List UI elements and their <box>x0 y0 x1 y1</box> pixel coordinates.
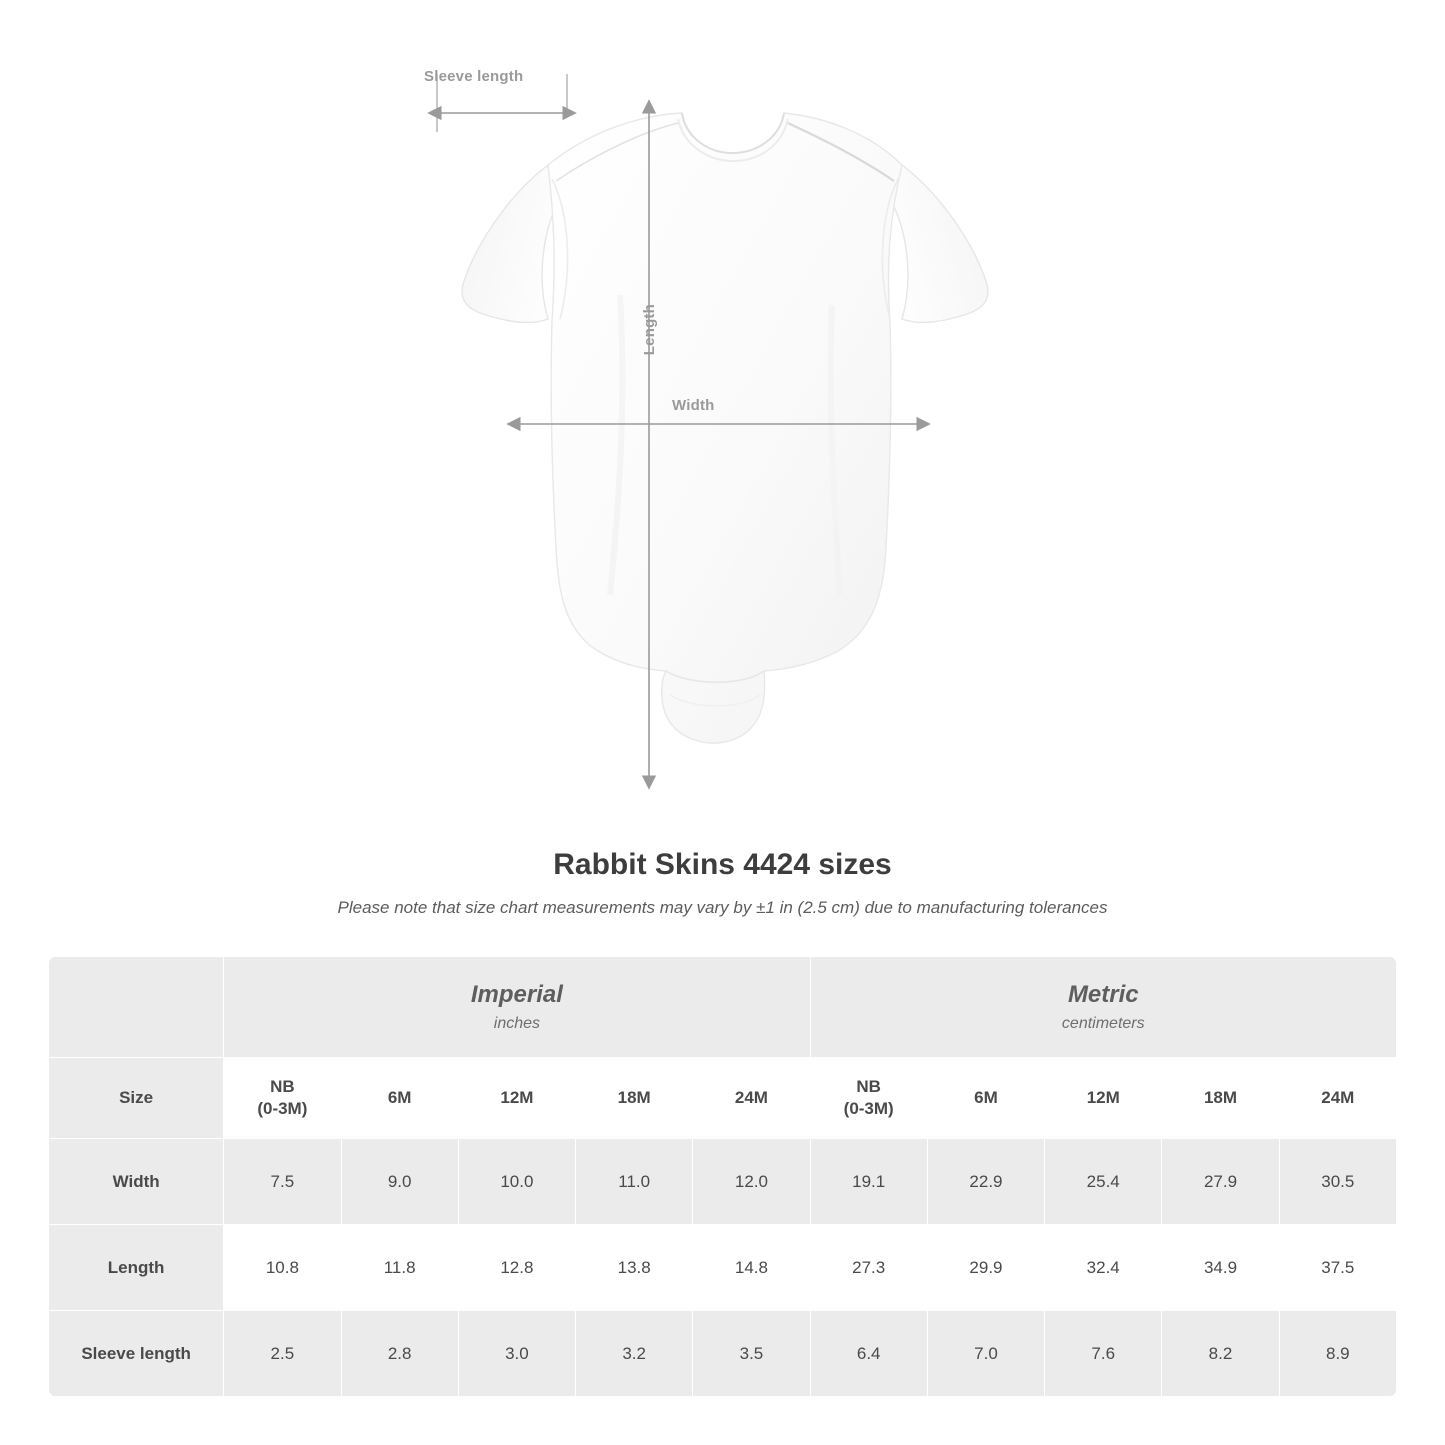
unit-group-imperial-name: Imperial <box>470 980 563 1008</box>
cell-length-metric-18m: 34.9 <box>1162 1225 1279 1311</box>
table-row <box>49 1225 1397 1311</box>
cell-width-metric-6m: 22.9 <box>927 1139 1044 1225</box>
table-row <box>49 1311 1397 1397</box>
cell-sleeve-imperial-6m: 2.8 <box>341 1311 458 1397</box>
cell-sleeve-imperial-12m: 3.0 <box>458 1311 575 1397</box>
cell-width-imperial-6m: 9.0 <box>341 1139 458 1225</box>
unit-group-metric-name: Metric <box>1067 980 1139 1008</box>
cell-width-imperial-12m: 10.0 <box>458 1139 575 1225</box>
size-header-row <box>49 1058 1397 1139</box>
unit-header-row <box>49 957 1397 1058</box>
page-title: Rabbit Skins 4424 sizes <box>553 848 892 881</box>
label-width: Width <box>672 397 715 414</box>
header-col-metric-24m: 24M <box>1279 1058 1396 1139</box>
unit-corner-cell <box>49 957 224 1058</box>
header-col-imperial-24m: 24M <box>693 1058 810 1139</box>
cell-sleeve-metric-18m: 8.2 <box>1162 1311 1279 1397</box>
header-col-imperial-nb-sub: (0-3M) <box>257 1099 308 1118</box>
cell-sleeve-imperial-nb: 2.5 <box>224 1311 341 1397</box>
cell-length-imperial-6m: 11.8 <box>341 1225 458 1311</box>
cell-sleeve-metric-24m: 8.9 <box>1279 1311 1396 1397</box>
cell-width-metric-12m: 25.4 <box>1045 1139 1162 1225</box>
cell-sleeve-metric-6m: 7.0 <box>927 1311 1044 1397</box>
cell-length-imperial-12m: 12.8 <box>458 1225 575 1311</box>
tolerance-note: Please note that size chart measurements may vary by ±1 in (2.5 cm) due to manufacturing tolerances <box>337 898 1108 917</box>
header-col-metric-6m: 6M <box>927 1058 1044 1139</box>
cell-width-metric-24m: 30.5 <box>1279 1139 1396 1225</box>
cell-length-imperial-24m: 14.8 <box>693 1225 810 1311</box>
header-col-imperial-nb-label: NB <box>270 1076 295 1096</box>
header-col-metric-nb <box>810 1058 927 1139</box>
label-length: Length <box>641 304 658 356</box>
table-row <box>49 1139 1397 1225</box>
header-col-imperial-6m: 6M <box>341 1058 458 1139</box>
unit-group-imperial <box>224 957 810 1058</box>
cell-length-metric-6m: 29.9 <box>927 1225 1044 1311</box>
cell-width-metric-nb: 19.1 <box>810 1139 927 1225</box>
unit-group-imperial-sub: inches <box>493 1015 541 1033</box>
cell-length-imperial-18m: 13.8 <box>576 1225 693 1311</box>
header-size-label: Size <box>49 1058 224 1139</box>
header-col-metric-nb-label: NB <box>856 1076 881 1096</box>
size-table-wrapper <box>48 956 1397 1397</box>
header-col-metric-18m: 18M <box>1162 1058 1279 1139</box>
cell-length-metric-12m: 32.4 <box>1045 1225 1162 1311</box>
row-label-length: Length <box>49 1225 224 1311</box>
unit-group-metric-sub: centimeters <box>1061 1015 1145 1033</box>
cell-width-imperial-18m: 11.0 <box>576 1139 693 1225</box>
bodysuit-graphic <box>420 95 1030 795</box>
header-col-metric-nb-sub: (0-3M) <box>843 1099 894 1118</box>
cell-sleeve-metric-12m: 7.6 <box>1045 1311 1162 1397</box>
cell-length-imperial-nb: 10.8 <box>224 1225 341 1311</box>
cell-width-metric-18m: 27.9 <box>1162 1139 1279 1225</box>
cell-width-imperial-nb: 7.5 <box>224 1139 341 1225</box>
header-col-imperial-18m: 18M <box>576 1058 693 1139</box>
label-sleeve-length: Sleeve length <box>424 68 524 85</box>
chart-heading <box>0 848 1445 918</box>
row-label-width: Width <box>49 1139 224 1225</box>
row-label-sleeve-length: Sleeve length <box>49 1311 224 1397</box>
cell-sleeve-metric-nb: 6.4 <box>810 1311 927 1397</box>
header-col-imperial-nb <box>224 1058 341 1139</box>
unit-group-metric <box>810 957 1396 1058</box>
cell-length-metric-nb: 27.3 <box>810 1225 927 1311</box>
cell-length-metric-24m: 37.5 <box>1279 1225 1396 1311</box>
header-col-imperial-12m: 12M <box>458 1058 575 1139</box>
cell-width-imperial-24m: 12.0 <box>693 1139 810 1225</box>
cell-sleeve-imperial-18m: 3.2 <box>576 1311 693 1397</box>
size-table <box>48 956 1397 1397</box>
header-col-metric-12m: 12M <box>1045 1058 1162 1139</box>
cell-sleeve-imperial-24m: 3.5 <box>693 1311 810 1397</box>
